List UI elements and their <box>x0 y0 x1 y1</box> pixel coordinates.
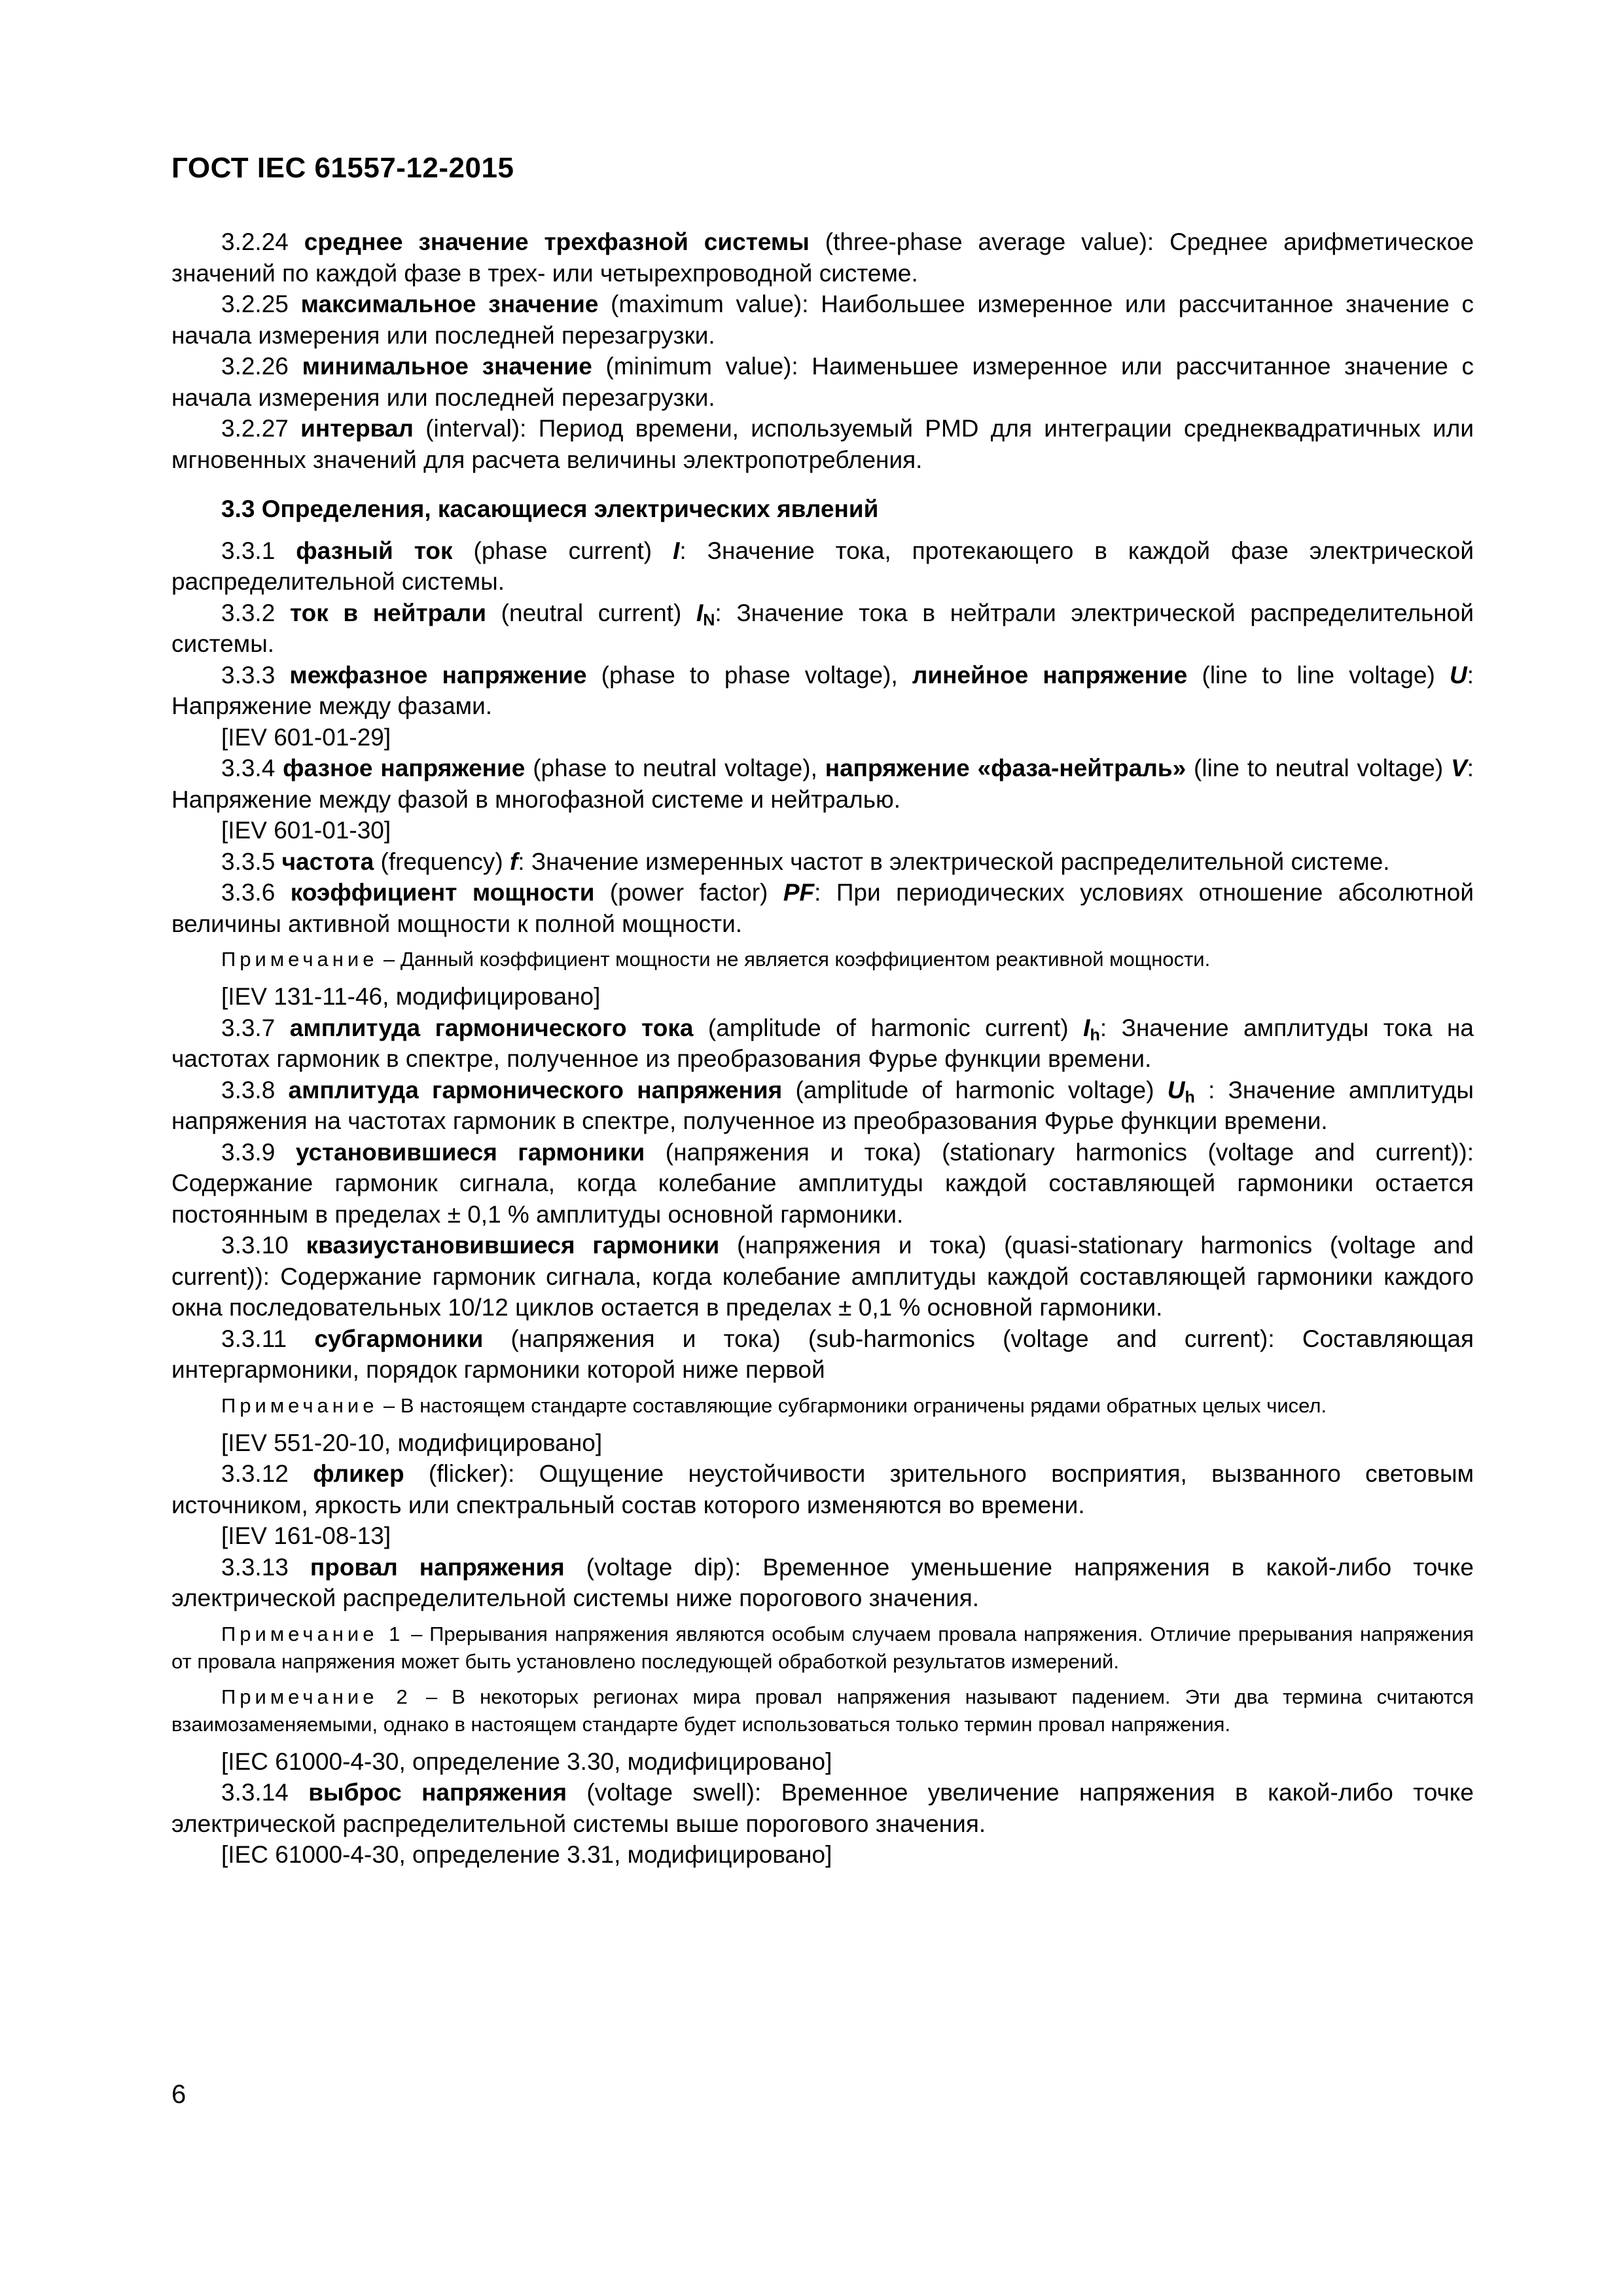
note-label: Примечание <box>221 1393 378 1417</box>
reference: [IEV 601-01-30] <box>221 817 391 844</box>
term: ток в нейтрали <box>289 599 487 626</box>
definition-3-3-9: 3.3.9 установившиеся гармоники (напряжения и тока) (stationary harmonics (voltage and current)): Содержание гармоник сигнала, когда колебание амплитуды каждой составляющей гармоники остается постоянным в пределах ± 0,1 % амплитуды основной гармоники. <box>171 1138 1474 1228</box>
document-body <box>171 226 1474 1871</box>
definition-3-3-4: 3.3.4 фазное напряжение (phase to neutral voltage), напряжение «фаза-нейтраль» (line to neutral voltage) V: Напряжение между фазой в многофазной системе и нейтралью. <box>171 755 1474 813</box>
term: субгармоники <box>314 1325 484 1352</box>
symbol-subscript: N <box>703 610 715 629</box>
symbol: PF <box>783 879 815 906</box>
term: фликер <box>313 1460 404 1487</box>
symbol: f <box>509 848 518 875</box>
definition-3-2-27: 3.2.27 интервал (interval): Период времени, используемый PMD для интеграции среднеквадратичных или мгновенных значений для расчета величины электропотребления. <box>171 415 1474 473</box>
definition-3-3-13: 3.3.13 провал напряжения (voltage dip): Временное уменьшение напряжения в какой-либо точке электрической распределительной системы ниже порогового значения. <box>171 1553 1474 1611</box>
document-header: ГОСТ IEC 61557-12-2015 <box>171 152 514 184</box>
symbol: I <box>1083 1014 1090 1041</box>
reference: [IEC 61000-4-30, определение 3.30, модифицировано] <box>221 1748 832 1775</box>
term: межфазное напряжение <box>289 661 587 689</box>
term-alt: линейное напряжение <box>912 661 1188 689</box>
term: фазное напряжение <box>283 755 526 781</box>
term: выброс напряжения <box>308 1779 567 1806</box>
definition-3-3-11: 3.3.11 субгармоники (напряжения и тока) (sub-harmonics (voltage and current): Составляющая интергармоники, порядок гармоники которой ниже первой <box>171 1325 1474 1383</box>
definition-3-3-5: 3.3.5 частота (frequency) f: Значение измеренных частот в электрической распределительной системе. <box>221 848 1390 875</box>
definition-3-3-7: 3.3.7 амплитуда гармонического тока (amplitude of harmonic current) $I_h$: Значение амплитуды тока на частотах гармоник в спектре, полученное из преобразования Фурье функции времени. <box>171 1014 1474 1072</box>
reference: [IEV 161-08-13] <box>221 1522 391 1549</box>
reference: [IEV 601-01-29] <box>221 723 391 751</box>
note: Примечание – В настоящем стандарте составляющие субгармоники ограничены рядами обратных целых чисел. <box>221 1393 1327 1417</box>
symbol: U <box>1167 1076 1185 1103</box>
term: частота <box>281 848 374 875</box>
note-label: Примечание <box>221 948 378 971</box>
symbol: I <box>696 599 704 626</box>
reference: [IEV 551-20-10, модифицировано] <box>221 1429 603 1456</box>
note-label: Примечание 1 <box>221 1622 404 1645</box>
reference: [IEC 61000-4-30, определение 3.31, модифицировано] <box>221 1841 832 1868</box>
term: минимальное значение <box>302 353 592 380</box>
note-label: Примечание 2 <box>221 1685 412 1708</box>
symbol: U <box>1450 661 1467 689</box>
note: Примечание – Данный коэффициент мощности не является коэффициентом реактивной мощности. <box>221 948 1211 971</box>
definition-3-3-2: 3.3.2 ток в нейтрали (neutral current) $I_N$: Значение тока в нейтрали электрической распределительной системы. <box>171 599 1474 657</box>
definition-3-3-8: 3.3.8 амплитуда гармонического напряжения (amplitude of harmonic voltage) $U_h$ : Значение амплитуды напряжения на частотах гармоник в спектре, полученное из преобразования Фурье функции времени. <box>171 1076 1474 1134</box>
term: среднее значение трехфазной системы <box>304 228 810 255</box>
term: установившиеся гармоники <box>295 1138 645 1166</box>
term: фазный ток <box>296 537 453 564</box>
term: провал напряжения <box>310 1553 565 1581</box>
note-2: Примечание 2 – В некоторых регионах мира провал напряжения называют падением. Эти два термина считаются взаимозаменяемыми, однако в настоящем стандарте будет использоваться только термин провал напряжения. <box>171 1685 1474 1736</box>
symbol-subscript: h <box>1185 1087 1195 1106</box>
definition-3-3-12: 3.3.12 фликер (flicker): Ощущение неустойчивости зрительного восприятия, вызванного световым источником, яркость или спектральный состав которого изменяются во времени. <box>171 1460 1474 1518</box>
term: коэффициент мощности <box>290 879 595 906</box>
term: амплитуда гармонического напряжения <box>288 1076 783 1103</box>
symbol: I <box>673 537 680 564</box>
symbol: V <box>1451 755 1467 781</box>
definition-3-3-10: 3.3.10 квазиустановившиеся гармоники (напряжения и тока) (quasi-stationary harmonics (voltage and current)): Содержание гармоник сигнала, когда колебание амплитуды каждой составляющей гармоники каждого окна последовательных 10/12 циклов остается в пределах ± 0,1 % основной гармоники. <box>171 1232 1474 1321</box>
definition-3-3-1: 3.3.1 фазный ток (phase current) I: Значение тока, протекающего в каждой фазе электрической распределительной системы. <box>171 537 1474 595</box>
definition-3-3-3: 3.3.3 межфазное напряжение (phase to phase voltage), линейное напряжение (line to line voltage) U: Напряжение между фазами. <box>171 661 1474 719</box>
definition-3-2-26: 3.2.26 минимальное значение (minimum value): Наименьшее измеренное или рассчитанное значение с начала измерения или последней перезагрузки. <box>171 353 1474 411</box>
definition-3-3-14: 3.3.14 выброс напряжения (voltage swell): Временное увеличение напряжения в какой-либо точке электрической распределительной системы выше порогового значения. <box>171 1779 1474 1837</box>
term: интервал <box>300 415 414 442</box>
note-1: Примечание 1 – Прерывания напряжения являются особым случаем провала напряжения. Отличие прерывания напряжения от провала напряжения может быть установлено последующей обработкой результатов измерений. <box>171 1622 1474 1673</box>
definition-3-2-25: 3.2.25 максимальное значение (maximum value): Наибольшее измеренное или рассчитанное значение с начала измерения или последней перезагрузки. <box>171 291 1474 349</box>
page-number: 6 <box>171 2080 187 2109</box>
section-heading: 3.3 Определения, касающиеся электрических явлений <box>221 495 879 522</box>
term: амплитуда гармонического тока <box>289 1014 694 1041</box>
term-alt: напряжение «фаза-нейтраль» <box>825 755 1186 781</box>
definition-3-2-24: 3.2.24 среднее значение трехфазной системы (three-phase average value): Среднее арифметическое значений по каждой фазе в трех- или четырехпроводной системе. <box>171 228 1474 287</box>
definition-3-3-6: 3.3.6 коэффициент мощности (power factor) PF: При периодических условиях отношение абсолютной величины активной мощности к полной мощности. <box>171 879 1474 937</box>
reference: [IEV 131-11-46, модифицировано] <box>221 983 601 1010</box>
term: квазиустановившиеся гармоники <box>306 1232 720 1259</box>
term: максимальное значение <box>300 291 599 317</box>
symbol-subscript: h <box>1090 1025 1100 1044</box>
